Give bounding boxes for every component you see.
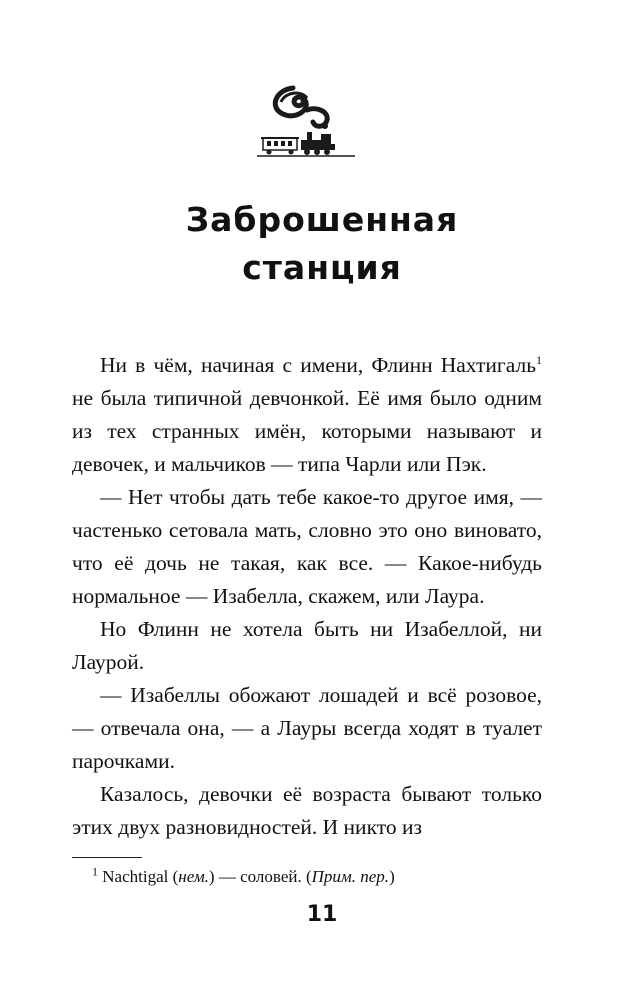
footnote-reference[interactable]: 1 [536, 352, 542, 367]
footnote-mark: 1 [92, 864, 98, 879]
footnote-language: нем. [178, 867, 209, 886]
chapter-body [72, 349, 542, 844]
chapter-title-line-2: станция [242, 248, 402, 287]
footnote-divider [72, 857, 142, 858]
footnote-translator-note: Прим. пер. [311, 867, 390, 886]
chapter-title-line-1: Заброшенная [185, 200, 459, 239]
paragraph-4: — Изабеллы обожают лошадей и всё розовое, — отвечала она, — а Лауры всегда ходят в туалет парочками. [72, 683, 542, 773]
paragraph-1-text-b: не была типичной девчонкой. Её имя было одним из тех странных имён, которыми называют и девочек, и мальчиков — типа Чарли или Пэк. [72, 386, 542, 476]
steam-train-icon [255, 80, 365, 160]
page-number: 11 [306, 902, 338, 927]
paragraph-5: Казалось, девочки её возраста бывают только этих двух разновидностей. И никто из [72, 782, 542, 839]
paragraph-1 [72, 349, 542, 481]
footnote-term: Nachtigal [102, 867, 169, 886]
paragraph-3: Но Флинн не хотела быть ни Изабеллой, ни Лаурой. [72, 617, 542, 674]
paragraph-2: — Нет чтобы дать тебе какое-то другое имя, — частенько сетовала мать, словно это оно виновато, что её дочь не такая, как все. — Какое-нибудь нормальное — Изабелла, скажем, или Лаура. [72, 485, 542, 608]
paragraph-1-text-a: Ни в чём, начиная с имени, Флинн Нахтигаль [100, 353, 536, 377]
footnote-meaning: — соловей. [218, 867, 302, 886]
footnote: $^1$ Nachtigal (нем.) — соловей. (Прим. пер.) [92, 864, 395, 886]
